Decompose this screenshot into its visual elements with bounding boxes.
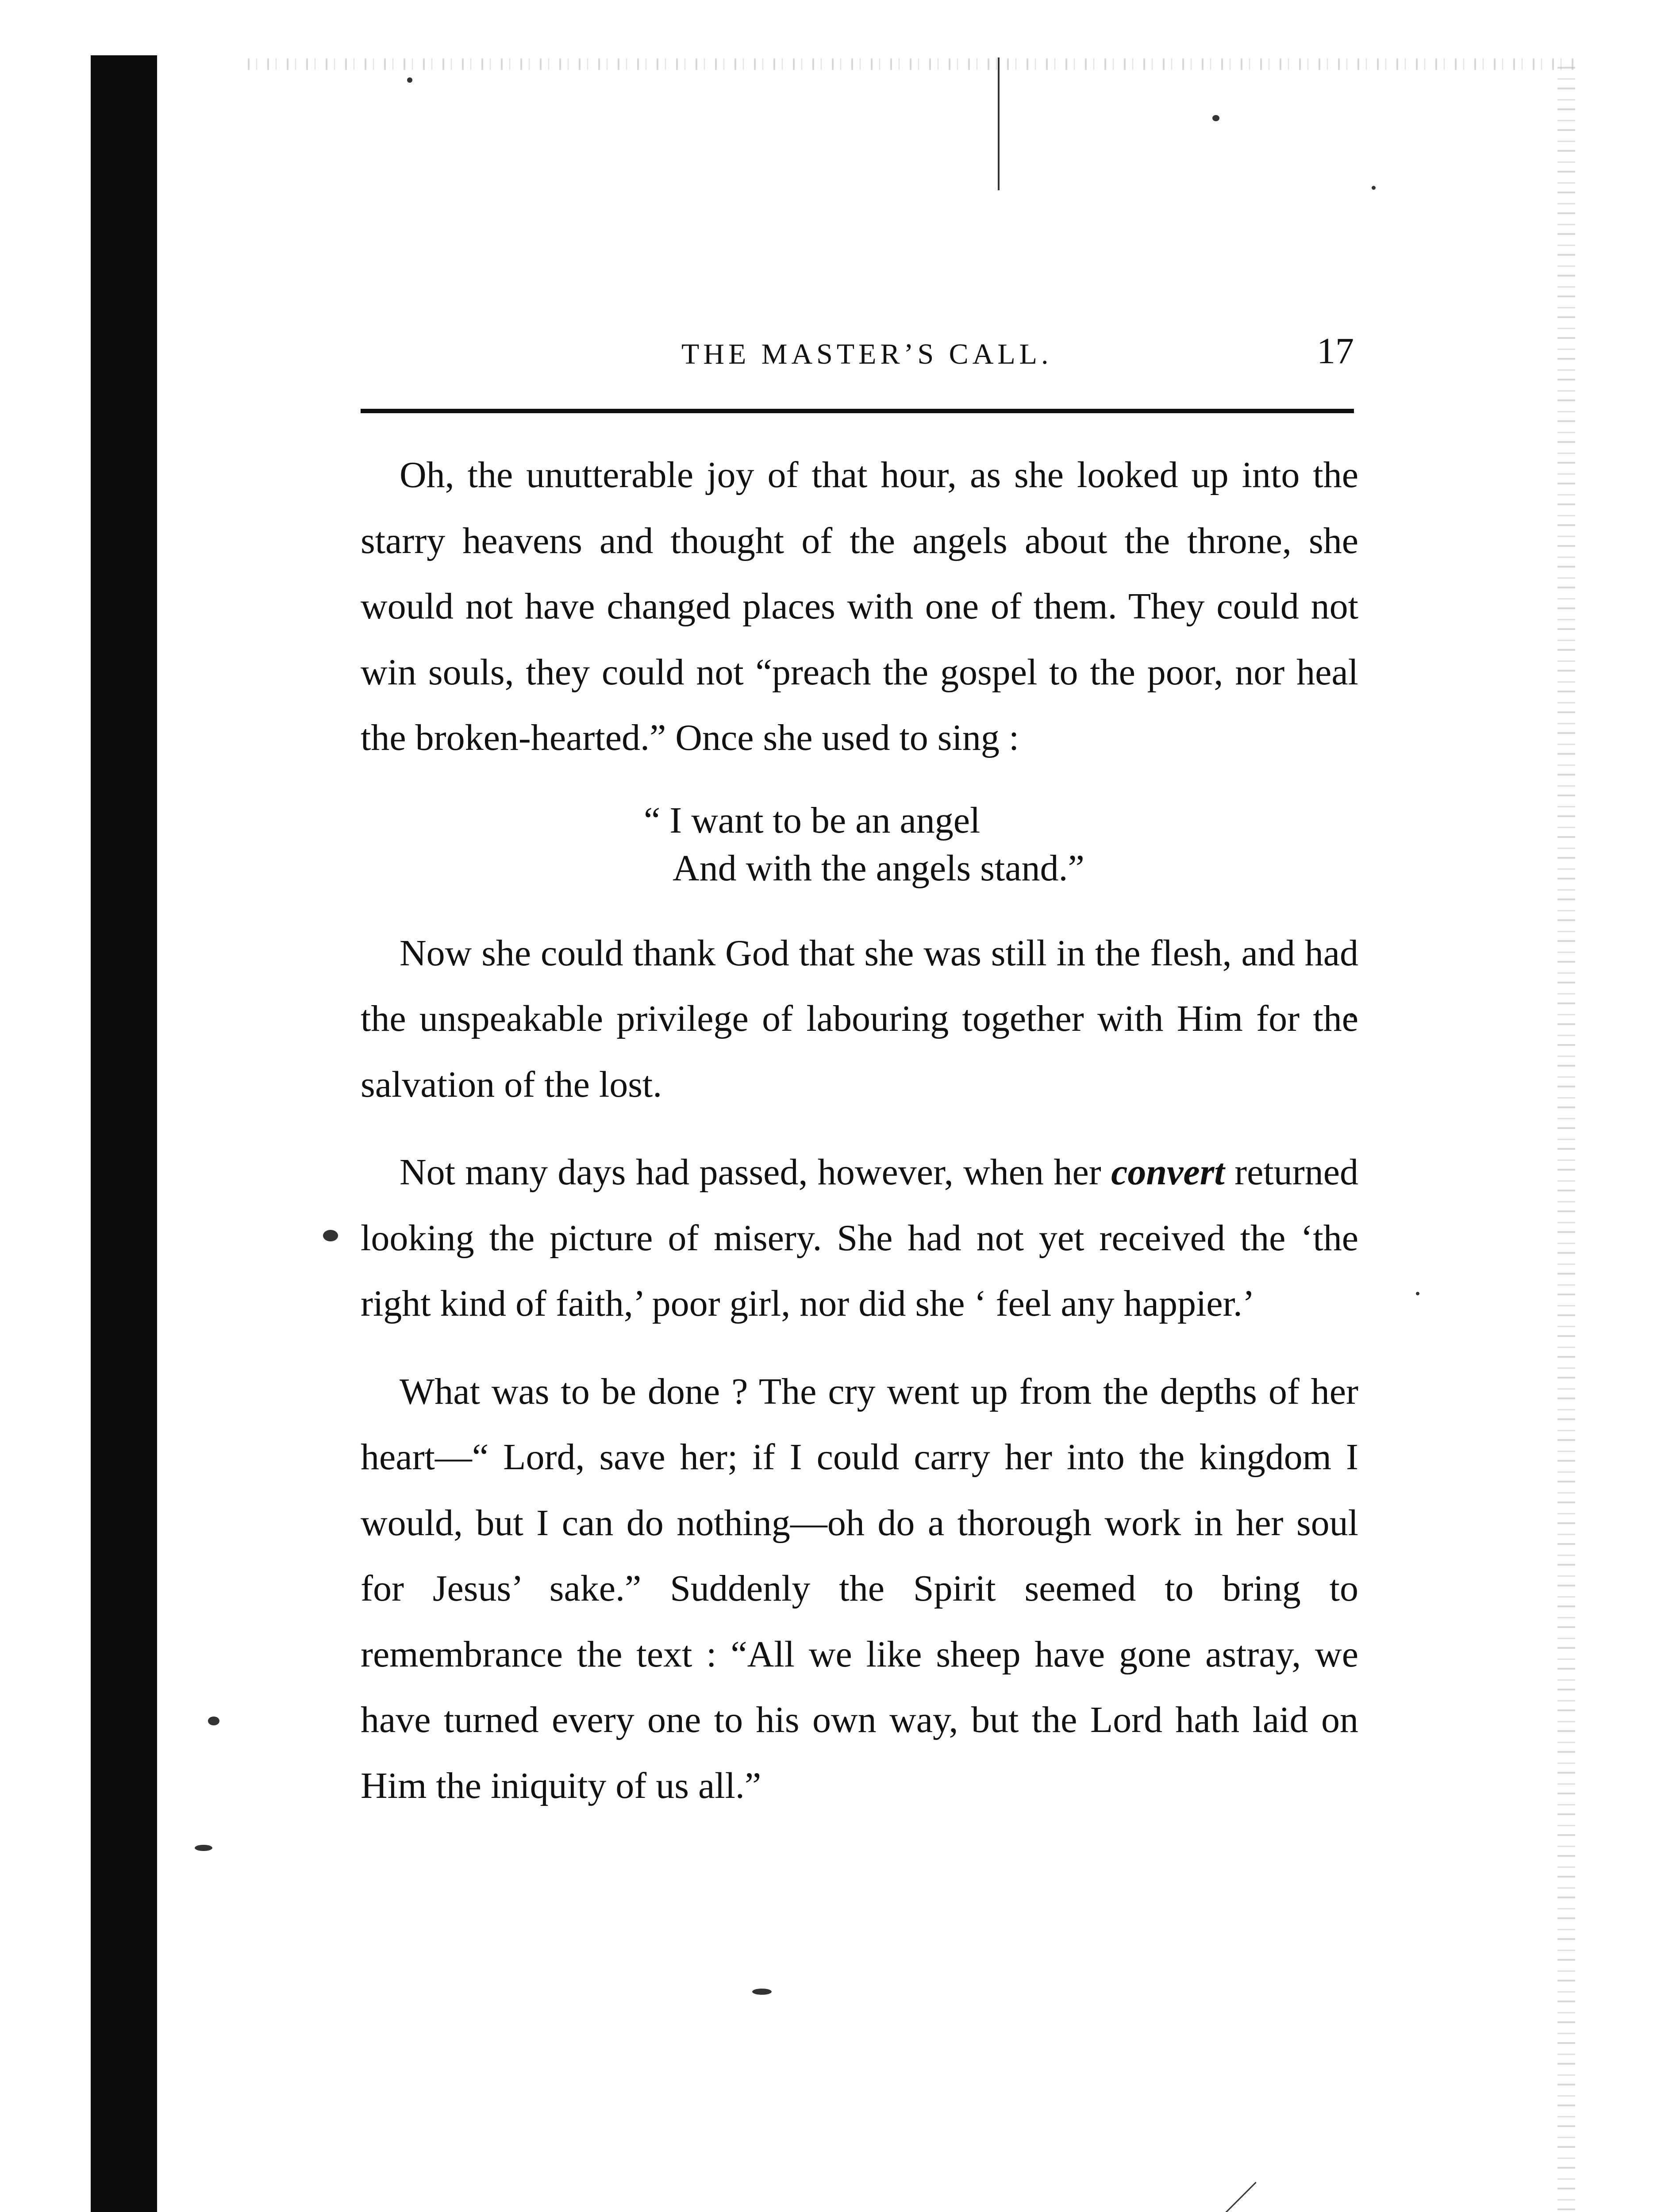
header-rule (361, 409, 1354, 413)
hymn-quote (361, 797, 1358, 892)
book-spine-shadow (91, 55, 157, 2212)
scan-speck (1212, 115, 1219, 121)
page-header (358, 330, 1358, 383)
right-edge-scan-noise (1557, 62, 1575, 2212)
paragraph-convert-end: returned looking the picture of misery. She had not yet received the ‘the right kind of faith,’ poor girl, nor did she ‘ feel any happier.’ (361, 1152, 1358, 1324)
scan-speck (1199, 2182, 1256, 2212)
paragraph-angels: Oh, the unutterable joy of that hour, as she looked up into the starry heavens and thought of the angels about the throne, she would not have changed places with one of them. They could not win souls, they could not “preach the gospel to the poor, nor heal the broken-hearted.” Once she used to sing : (361, 454, 1358, 758)
scan-speck (752, 1989, 772, 1995)
scan-speck (998, 58, 1000, 190)
quote-line-2: And with the angels stand.” (673, 847, 1084, 889)
scan-speck (323, 1230, 338, 1241)
scan-speck (1416, 1292, 1419, 1295)
paragraph-convert-start: Not many days had passed, however, when her (400, 1152, 1111, 1193)
quote-line-1: “ I want to be an angel (644, 799, 981, 841)
paragraph-convert (361, 1140, 1358, 1337)
paragraph-what-was-done: What was to be done ? The cry went up from the depths of her heart—“ Lord, save her; if I could carry her into the kingdom I would, but I can do nothing—oh do a thorough work in her soul for Jesus’ sake.” Suddenly the Spirit seemed to bring to remembrance the text : “All we like sheep have gone astray, we have turned every one to his own way, but the Lord hath laid on Him the iniquity of us all.” (361, 1371, 1358, 1806)
page-number: 17 (1317, 330, 1354, 372)
running-title: THE MASTER’S CALL. (681, 338, 1053, 370)
scan-speck (1372, 186, 1376, 190)
emphasis-convert: convert (1111, 1152, 1225, 1193)
top-edge-scan-noise (248, 58, 1575, 70)
body-text (361, 442, 1358, 1819)
scan-speck (407, 77, 412, 83)
scan-speck (208, 1717, 219, 1725)
paragraph-thank-god: Now she could thank God that she was still in the flesh, and had the unspeakable privilege of labouring together with Him for the salvation of the lost. (361, 932, 1358, 1105)
scan-speck (195, 1845, 212, 1851)
